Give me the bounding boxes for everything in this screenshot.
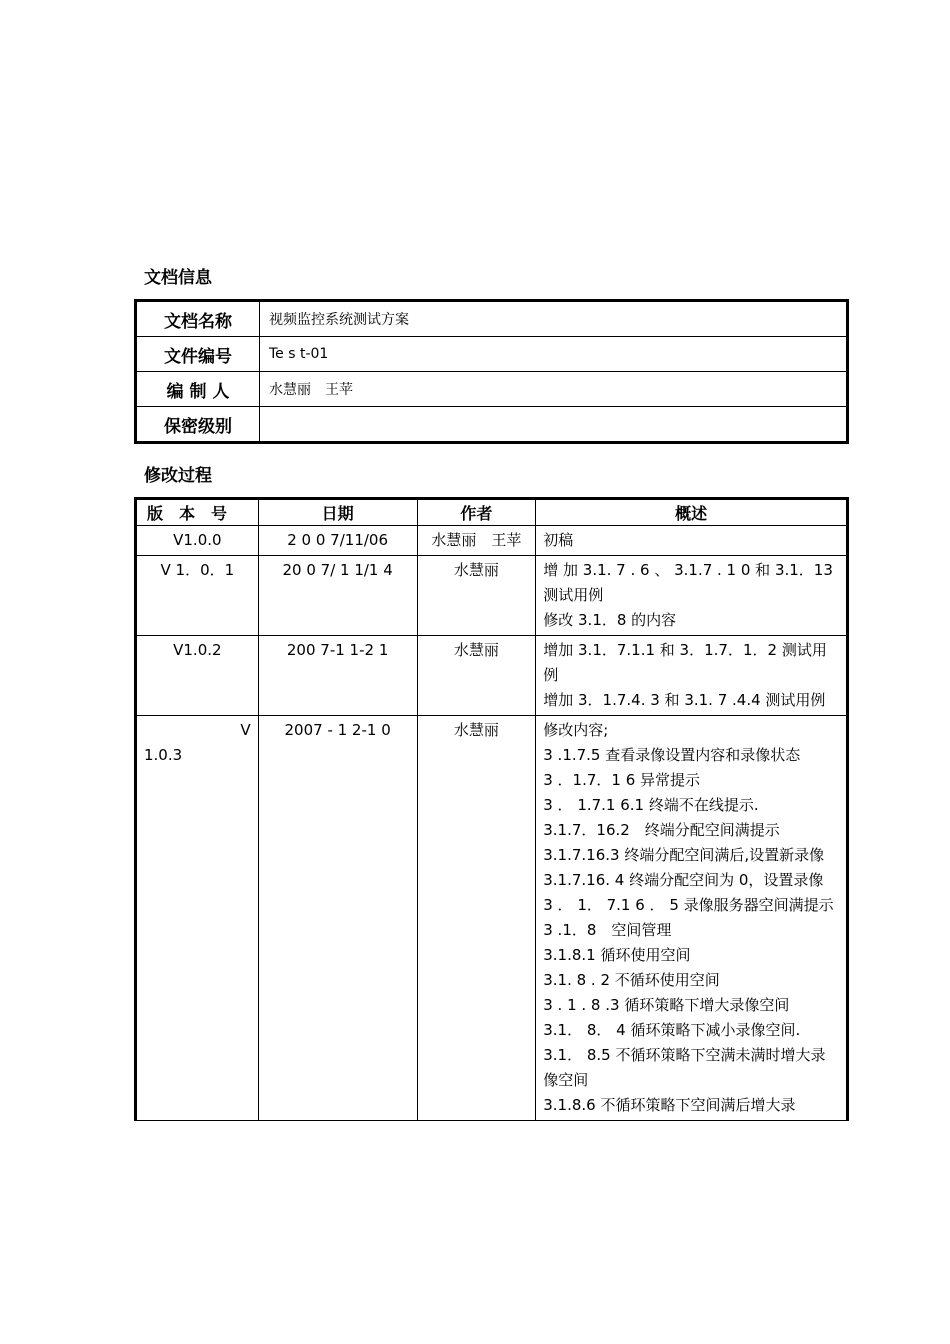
summary-line: 修改内容;	[543, 721, 609, 739]
cell-author: 水慧丽	[417, 716, 536, 1121]
cell-version: V 1．0．1	[136, 556, 259, 636]
value-doc-name: 视频监控系统测试方案	[260, 301, 848, 337]
cell-summary	[536, 556, 848, 636]
header-version: 版 本 号	[136, 499, 259, 526]
header-date: 日期	[258, 499, 417, 526]
cell-date: 2 0 0 7/11/06	[258, 526, 417, 556]
table-row	[136, 301, 848, 337]
cell-version	[136, 716, 259, 1121]
header-summary: 概述	[536, 499, 848, 526]
doc-info-table	[134, 299, 849, 444]
doc-info-title: 文档信息	[144, 268, 212, 288]
cell-summary	[536, 716, 848, 1121]
cell-summary	[536, 526, 848, 556]
summary-line: 修改 3.1．8 的内容	[543, 611, 677, 629]
summary-line: 增加 3．1.7.4. 3 和 3.1. 7 .4.4 测试用例	[543, 691, 826, 709]
summary-line: 3.1.8.1 循环使用空间	[543, 946, 691, 964]
cell-author: 水慧丽 王苹	[417, 526, 536, 556]
table-row	[136, 716, 848, 1121]
summary-line: 3 .1.7.5 查看录像设置内容和录像状态	[543, 746, 801, 764]
table-row	[136, 636, 848, 716]
summary-line: 3 ．1.7．1 6 异常提示	[543, 771, 701, 789]
table-row	[136, 526, 848, 556]
summary-line: 3.1． 8.5 不循环策略下空满未满时增大录像空间	[543, 1046, 826, 1089]
summary-line: 3 .1．8 空间管理	[543, 921, 672, 939]
summary-line: 3 ． 1.7.1 6.1 终端不在线提示.	[543, 796, 759, 814]
table-row	[136, 407, 848, 443]
label-doc-number: 文件编号	[136, 337, 260, 372]
summary-line: 3.1.8.6 不循环策略下空间满后增大录	[543, 1096, 796, 1114]
cell-summary	[536, 636, 848, 716]
summary-line: 3 . 1 . 8 .3 循环策略下增大录像空间	[543, 996, 790, 1014]
history-title: 修改过程	[144, 466, 212, 486]
summary-line: 3.1.7.16. 4 终端分配空间为 0，设置录像	[543, 871, 824, 889]
table-row	[136, 372, 848, 407]
cell-version: V1.0.0	[136, 526, 259, 556]
summary-line: 增加 3.1．7.1.1 和 3．1.7．1．2 测试用例	[543, 641, 827, 684]
table-row	[136, 337, 848, 372]
summary-line: 3.1.7．16.2 终端分配空间满提示	[543, 821, 780, 839]
header-author: 作者	[417, 499, 536, 526]
value-author: 水慧丽 王苹	[260, 372, 848, 407]
value-security-level	[260, 407, 848, 443]
cell-version: V1.0.2	[136, 636, 259, 716]
cell-date: 200 7-1 1-2 1	[258, 636, 417, 716]
version-part-a: V	[240, 721, 251, 739]
label-security-level: 保密级别	[136, 407, 260, 443]
summary-line: 3.1.7.16.3 终端分配空间满后,设置新录像	[543, 846, 825, 864]
label-doc-name: 文档名称	[136, 301, 260, 337]
cell-author: 水慧丽	[417, 636, 536, 716]
cell-author: 水慧丽	[417, 556, 536, 636]
cell-date: 2007 - 1 2-1 0	[258, 716, 417, 1121]
summary-line: 增 加 3.1. 7 . 6 、 3.1.7 . 1 0 和 3.1．13 测试用例	[543, 561, 833, 604]
label-author: 编 制 人	[136, 372, 260, 407]
table-header-row	[136, 499, 848, 526]
summary-line: 3.1． 8． 4 循环策略下减小录像空间.	[543, 1021, 801, 1039]
cell-date: 20 0 7/ 1 1/1 4	[258, 556, 417, 636]
summary-line: 3 ． 1． 7.1 6 ． 5 录像服务器空间满提示	[543, 896, 834, 914]
summary-line: 3.1. 8 . 2 不循环使用空间	[543, 971, 720, 989]
table-row	[136, 556, 848, 636]
version-part-b: 1.0.3	[144, 746, 183, 764]
value-doc-number: Te s t-01	[260, 337, 848, 372]
summary-line: 初稿	[543, 531, 574, 549]
history-table	[134, 497, 849, 1121]
